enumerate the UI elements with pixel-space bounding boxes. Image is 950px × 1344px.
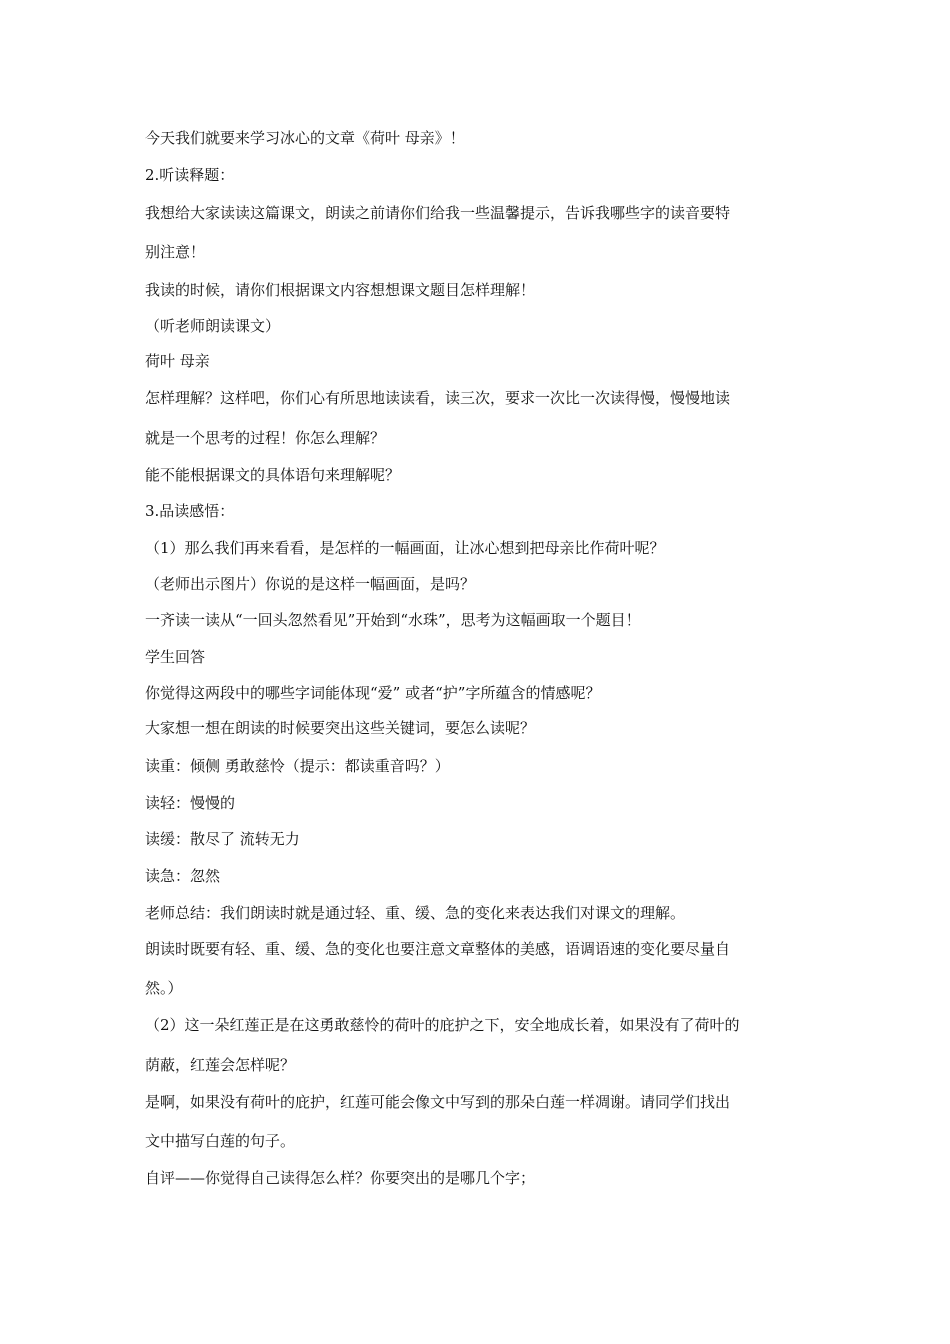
text-line: （听老师朗读课文） (145, 317, 281, 335)
text-line: （2）这一朵红莲正是在这勇敢慈怜的荷叶的庇护之下，安全地成长着，如果没有了荷叶的 (145, 1016, 740, 1034)
text-line: （老师出示图片）你说的是这样一幅画面，是吗？ (145, 575, 476, 593)
text-line: 老师总结：我们朗读时就是通过轻、重、缓、急的变化来表达我们对课文的理解。 (145, 904, 686, 922)
text-line: 能不能根据课文的具体语句来理解呢？ (145, 466, 401, 484)
text-line: 读急：忽然 (145, 867, 221, 885)
section-heading-appreciate: 3.品读感悟： (145, 502, 235, 520)
text-line: 我想给大家读读这篇课文，朗读之前请你们给我一些温馨提示，告诉我哪些字的读音要特 (145, 204, 731, 222)
text-line: 朗读时既要有轻、重、缓、急的变化也要注意文章整体的美感，语调语速的变化要尽量自 (145, 940, 731, 958)
text-line: 读缓：散尽了 流转无力 (145, 830, 300, 848)
text-line: 是啊，如果没有荷叶的庇护，红莲可能会像文中写到的那朵白莲一样凋谢。请同学们找出 (145, 1093, 731, 1111)
text-line: 怎样理解？这样吧，你们心有所思地读读看，读三次，要求一次比一次读得慢，慢慢地读 (145, 389, 731, 407)
text-line: 自评——你觉得自己读得怎么样？你要突出的是哪几个字； (145, 1169, 536, 1187)
text-line: 我读的时候，请你们根据课文内容想想课文题目怎样理解！ (145, 281, 536, 299)
text-line: 今天我们就要来学习冰心的文章《荷叶 母亲》！ (145, 129, 465, 147)
text-line: 你觉得这两段中的哪些字词能体现“爱” 或者“护”字所蕴含的情感呢？ (145, 684, 601, 702)
text-line: 一齐读一读从“一回头忽然看见”开始到“水珠”，思考为这幅画取一个题目！ (145, 611, 641, 629)
text-line: 读重：倾侧 勇敢慈怜（提示：都读重音吗？） (145, 757, 450, 775)
text-line: 别注意！ (145, 243, 206, 261)
text-line: 荷叶 母亲 (145, 352, 210, 370)
text-line: 荫蔽，红莲会怎样呢？ (145, 1056, 296, 1074)
text-line: 文中描写白莲的句子。 (145, 1132, 296, 1150)
text-line: 学生回答 (145, 648, 206, 666)
text-line: 读轻：慢慢的 (145, 794, 236, 812)
section-heading-listen: 2.听读释题： (145, 166, 235, 184)
text-line: 就是一个思考的过程！你怎么理解？ (145, 429, 386, 447)
text-line: 大家想一想在朗读的时候要突出这些关键词，要怎么读呢？ (145, 719, 536, 737)
text-line: 然。） (145, 979, 183, 997)
text-line: （1）那么我们再来看看，是怎样的一幅画面，让冰心想到把母亲比作荷叶呢？ (145, 539, 665, 557)
